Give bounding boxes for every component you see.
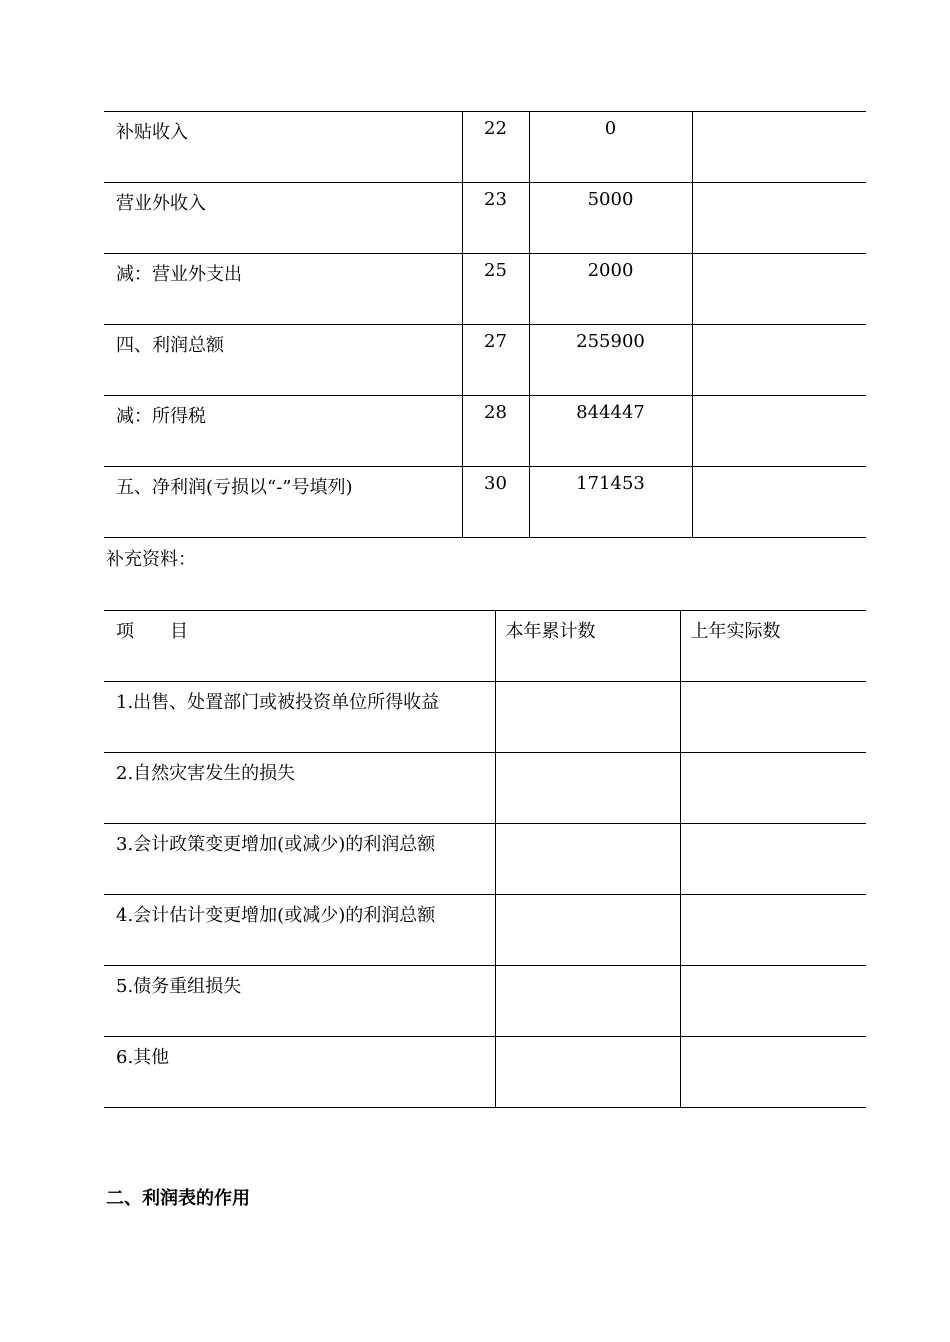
row-item: 5.债务重组损失: [104, 966, 495, 1037]
row-item-name: 减：所得税: [104, 396, 462, 467]
row-previous-amount: [692, 325, 866, 396]
row-item-name: 营业外收入: [104, 183, 462, 254]
row-last-year: [680, 895, 866, 966]
row-previous-amount: [692, 183, 866, 254]
row-item: 1.出售、处置部门或被投资单位所得收益: [104, 682, 495, 753]
row-line-number: 27: [462, 325, 529, 396]
row-last-year: [680, 1037, 866, 1108]
header-current-year: 本年累计数: [495, 611, 680, 682]
row-previous-amount: [692, 254, 866, 325]
row-current-amount: 5000: [529, 183, 692, 254]
section-heading: 二、利润表的作用: [106, 1188, 250, 1209]
header-last-year: 上年实际数: [680, 611, 866, 682]
row-current-amount: 171453: [529, 467, 692, 538]
row-item-name: 四、利润总额: [104, 325, 462, 396]
supplement-table: [104, 610, 866, 1108]
row-item: 4.会计估计变更增加(或减少)的利润总额: [104, 895, 495, 966]
table-row: [104, 753, 866, 824]
row-last-year: [680, 682, 866, 753]
row-current-year: [495, 895, 680, 966]
row-last-year: [680, 824, 866, 895]
row-current-amount: 2000: [529, 254, 692, 325]
row-current-year: [495, 682, 680, 753]
row-item: 3.会计政策变更增加(或减少)的利润总额: [104, 824, 495, 895]
income-statement-table: [104, 111, 866, 538]
row-item-name: 补贴收入: [104, 112, 462, 183]
supplement-label: 补充资料：: [106, 549, 196, 570]
row-line-number: 23: [462, 183, 529, 254]
row-current-year: [495, 753, 680, 824]
table-row: [104, 183, 866, 254]
row-current-year: [495, 824, 680, 895]
row-current-amount: 255900: [529, 325, 692, 396]
table-row: [104, 682, 866, 753]
row-current-year: [495, 966, 680, 1037]
table-row: [104, 254, 866, 325]
row-current-year: [495, 1037, 680, 1108]
row-item: 6.其他: [104, 1037, 495, 1108]
row-item-name: 减：营业外支出: [104, 254, 462, 325]
row-item: 2.自然灾害发生的损失: [104, 753, 495, 824]
row-previous-amount: [692, 467, 866, 538]
header-item: 项 目: [104, 611, 495, 682]
row-item-name: 五、净利润(亏损以“-”号填列): [104, 467, 462, 538]
table-row: [104, 1037, 866, 1108]
row-line-number: 22: [462, 112, 529, 183]
table-row: [104, 895, 866, 966]
table-row: [104, 325, 866, 396]
row-current-amount: 844447: [529, 396, 692, 467]
table-row: [104, 966, 866, 1037]
table-row: [104, 824, 866, 895]
row-previous-amount: [692, 112, 866, 183]
row-last-year: [680, 753, 866, 824]
row-current-amount: 0: [529, 112, 692, 183]
row-last-year: [680, 966, 866, 1037]
row-line-number: 28: [462, 396, 529, 467]
table-header-row: [104, 611, 866, 682]
row-previous-amount: [692, 396, 866, 467]
row-line-number: 30: [462, 467, 529, 538]
table-row: [104, 396, 866, 467]
row-line-number: 25: [462, 254, 529, 325]
table-row: [104, 467, 866, 538]
table-row: [104, 112, 866, 183]
